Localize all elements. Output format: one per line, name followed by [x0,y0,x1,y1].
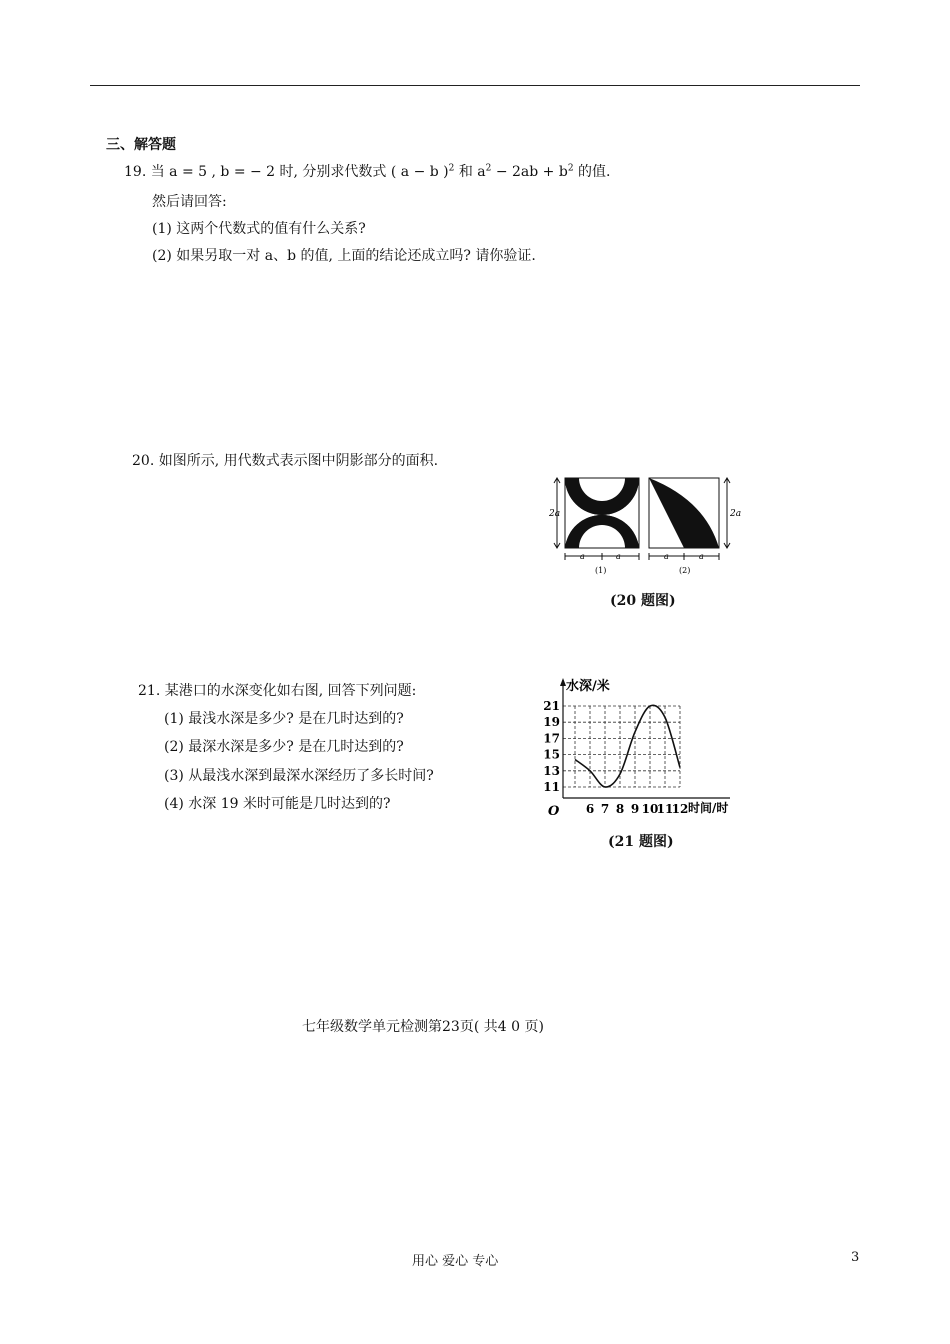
q19-number: 19. [124,164,147,180]
q21-sub3: (3) 从最浅水深到最深水深经历了多长时间? [164,768,434,784]
q19-stem-d: 的值. [573,164,611,180]
q19-stem-c: − 2ab + b [491,164,568,180]
q20-fig1-label-a-left: a [580,552,585,561]
chart-x-tick-label: 6 [585,802,595,816]
q20-fig1-label-a-right: a [616,552,621,561]
chart-y-ticks [543,699,560,794]
chart-y-tick-label: 17 [543,731,560,746]
chart-grid [563,706,680,787]
q19-exp2: 2 [485,163,492,174]
q20-figure-2 [649,478,730,560]
chart-y-tick-label: 21 [543,699,560,713]
q21-sub2: (2) 最深水深是多少? 是在几时达到的? [164,739,404,755]
q21-caption: (21 题图) [608,834,674,850]
q20-fig2-label-a-left: a [664,552,669,561]
chart-series-line [575,705,680,787]
book-page-footer: 七年级数学单元检测第23页( 共4 0 页) [302,1019,544,1035]
q20-fig2-label-2a: 2a [730,509,742,519]
q20-stem-text: 如图所示, 用代数式表示图中阴影部分的面积. [158,453,439,469]
q20-number: 20. [132,453,155,469]
chart-x-tick-label: 9 [630,802,640,816]
q20-caption: (20 题图) [610,593,676,609]
q20-fig2-caption: (2) [679,566,691,575]
q21-depth-chart [530,672,750,822]
chart-y-tick-label: 13 [543,763,560,778]
section-title: 三、解答题 [106,137,176,153]
q19-exp3: 2 [567,163,574,174]
q19-sub1: (1) 这两个代数式的值有什么关系? [152,221,366,237]
page-number: 3 [851,1250,860,1265]
top-rule [90,85,860,86]
q21-number: 21. [138,683,161,699]
q20-figure [545,470,745,580]
chart-y-tick-label: 15 [543,747,560,762]
chart-x-tick-label: 10 [641,802,659,816]
q19-stem-b: 和 a [454,164,486,180]
q21-stem-text: 某港口的水深变化如右图, 回答下列问题: [164,683,417,699]
q19-exp1: 2 [448,163,455,174]
chart-x-tick-label: 7 [600,802,610,816]
q19-then: 然后请回答: [152,194,227,210]
q20-fig1-label-2a: 2a [549,509,561,519]
q21-sub1: (1) 最浅水深是多少? 是在几时达到的? [164,711,404,727]
q20-fig2-label-a-right: a [699,552,704,561]
q20-figure-1 [554,478,639,560]
q21-sub4: (4) 水深 19 米时可能是几时达到的? [164,796,391,812]
chart-y-tick-label: 11 [543,780,560,794]
chart-x-tick-label: 11 [656,802,674,816]
chart-x-tick-label: 8 [615,802,625,816]
q19-stem [124,161,610,181]
q20-stem [132,450,438,470]
chart-origin-label: O [548,804,560,819]
q19-stem-a: 当 a = 5 , b = − 2 时, 分别求代数式 ( a − b ) [150,164,449,180]
chart-x-tick-label: 12 [671,802,689,816]
chart-y-tick-label: 19 [543,715,560,730]
q19-sub2: (2) 如果另取一对 a、b 的值, 上面的结论还成立吗? 请你验证. [152,248,536,264]
motto-footer: 用心 爱心 专心 [412,1254,499,1269]
chart-x-ticks [586,802,689,816]
chart-x-label: 时间/时 [688,801,729,815]
chart-y-label: 水深/米 [566,679,610,694]
q20-fig1-caption: (1) [595,566,607,575]
q21-stem [138,680,416,700]
